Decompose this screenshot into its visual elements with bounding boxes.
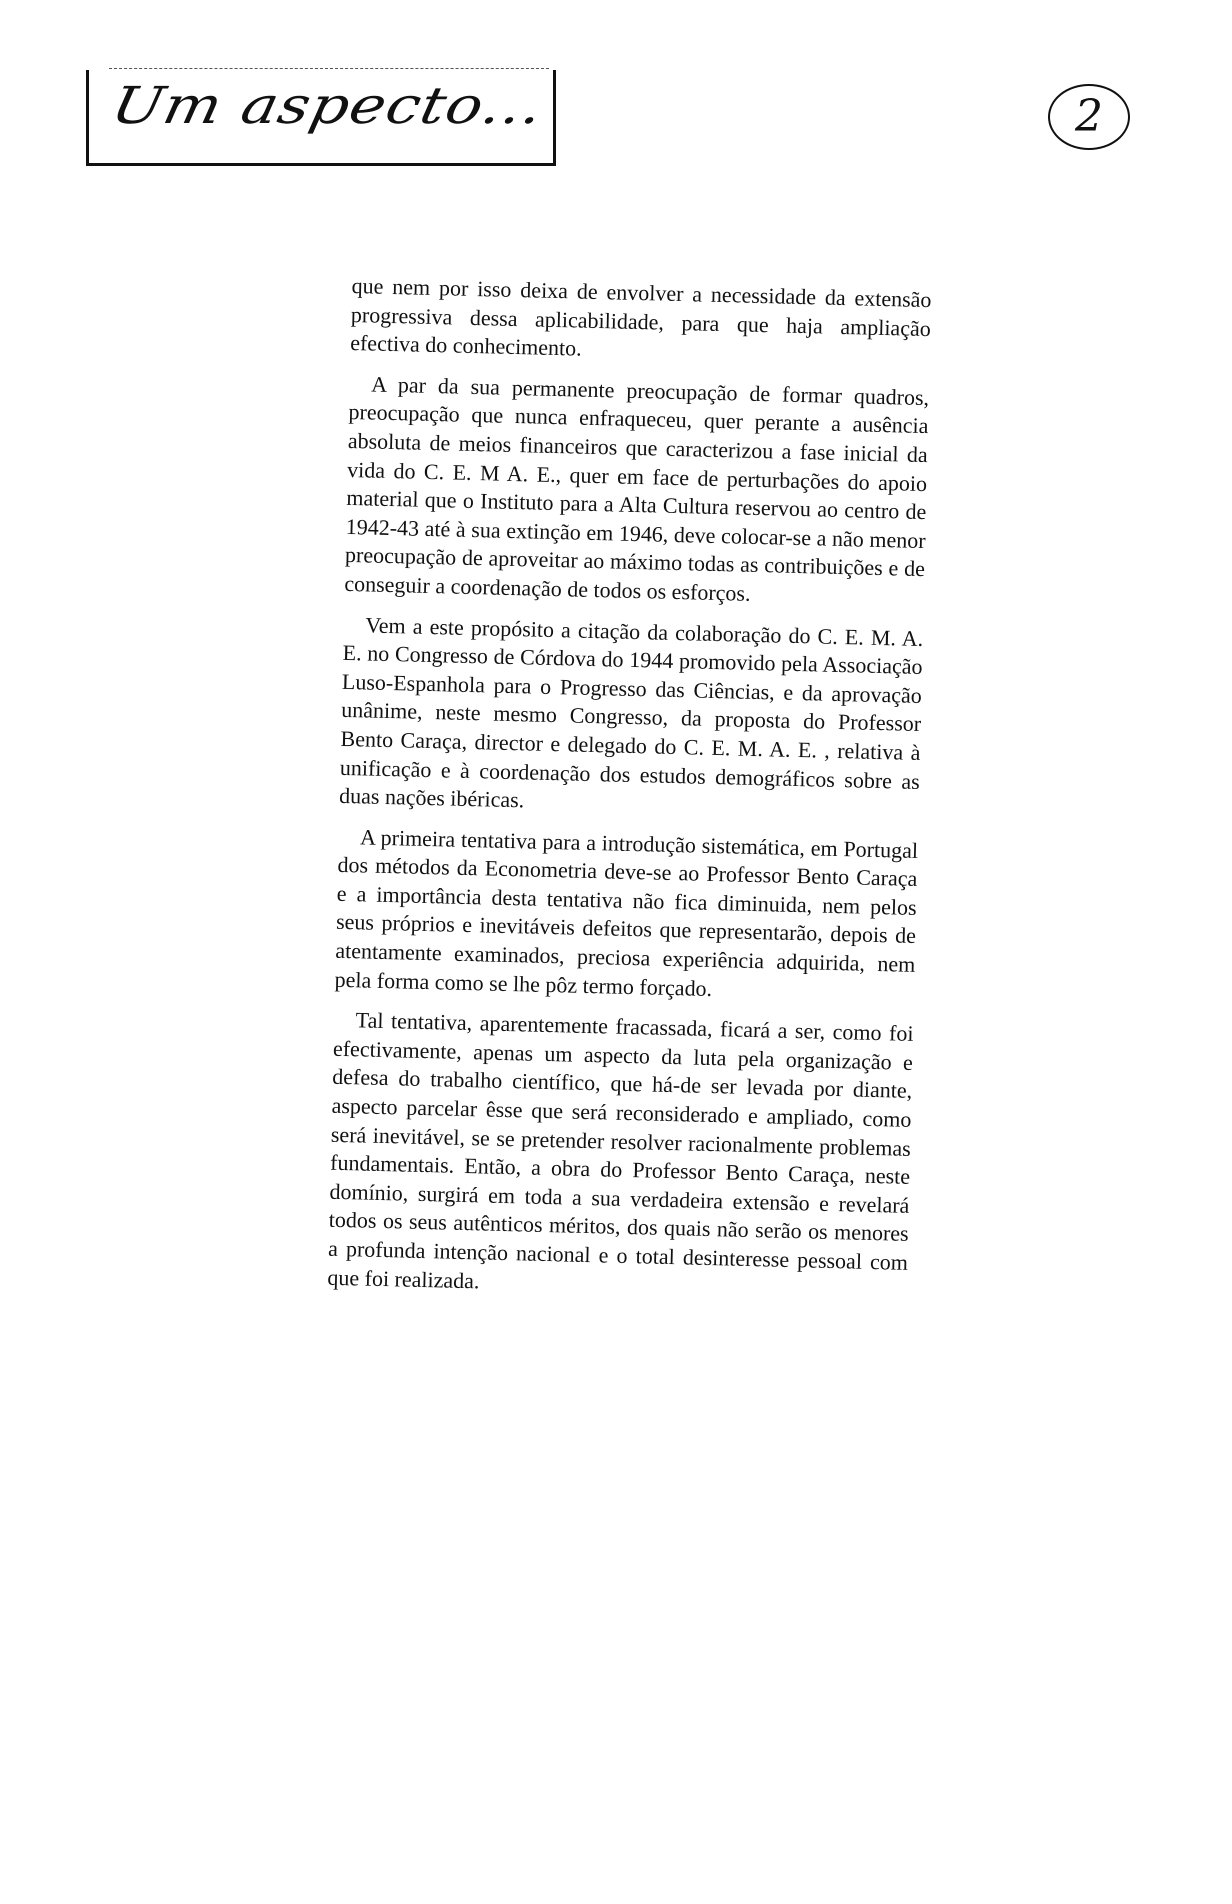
paragraph-4: A primeira tentativa para a introdução sistemática, em Portugal dos métodos da Econometria deve-se ao Professor Bento Caraça e a importância desta tentativa não fica diminuida, nem pelos seus próprios e inevitáveis defeitos que representarão, depois de atentamente examinados, preciosa experiência adquirida, nem pela forma como se lhe pôz termo forçado. [334, 824, 919, 1001]
handwritten-title: Um aspecto... [106, 76, 550, 136]
paragraph-2: A par da sua permanente preocupação de formar quadros, preocupação que nunca enfraqueceu, quer perante a ausência absoluta de meios financeiros que caracterizou a fase inicial da vida do C. E. M A. E., quer em face de perturbações do apoio material que o Instituto para a Alta Cultura reservou ao centro de 1942-43 até à sua extinção em 1946, deve colocar-se a não menor preocupação de aproveitar ao máximo todas as contribuições e de conseguir a coordenação de todos os esforços. [344, 371, 930, 606]
page-number: 2 [1048, 84, 1130, 150]
handwritten-title-box [86, 70, 556, 166]
document-body [327, 272, 932, 1318]
paragraph-1: que nem por isso deixa de envolver a necessidade da extensão progressiva dessa aplicabilidade, para que haja ampliação efectiva do conhecimento. [349, 272, 932, 361]
paragraph-5: Tal tentativa, aparentemente fracassada, ficará a ser, como foi efectivamente, apenas um aspecto da luta pela organização e defesa do trabalho científico, que há-de ser levada por diante, aspecto parcelar êsse que será reconsiderado e ampliado, como será inevitável, se se pretender resolver racionalmente problemas fundamentais. Então, a obra do Professor Bento Caraça, neste domínio, surgirá em toda a sua verdadeira extensão e revelará todos os seus autênticos méritos, dos quais não serão os menores a profunda intenção nacional e o total desinteresse pessoal com que foi realizada. [327, 1007, 914, 1294]
paragraph-3: Vem a este propósito a citação da colaboração do C. E. M. A. E. no Congresso de Córdova do 1944 promovido pela Associação Luso-Espanhola para o Progresso das Ciências, e da aprovação unânime, neste mesmo Congresso, da proposta do Professor Bento Caraça, director e delegado do C. E. M. A. E. , relativa à unificação e à coordenação dos estudos demográficos sobre as duas nações ibéricas. [338, 611, 924, 813]
